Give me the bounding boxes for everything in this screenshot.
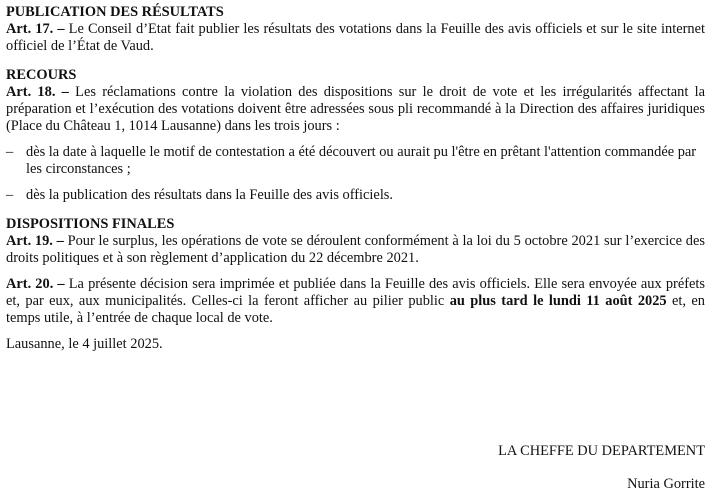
article-18-label: Art. 18. – [6, 84, 69, 100]
bullet-dash: – [6, 144, 14, 160]
article-19-text: Pour le surplus, les opérations de vote se déroulent conformément à la loi du 5 octobre 2021 sur l’exercice des droits politiques et à son règlement d’application du 22 décembre 2021. [6, 233, 705, 266]
heading-publication: PUBLICATION DES RÉSULTATS [6, 4, 224, 20]
article-20-deadline: au plus tard le lundi 11 août 2025 [449, 293, 667, 309]
bullet-text: dès la publication des résultats dans la Feuille des avis officiels. [26, 187, 394, 203]
heading-recours: RECOURS [6, 67, 77, 83]
article-17-text: Le Conseil d’Etat fait publier les résultats des votations dans la Feuille des avis officiels et sur le site internet officiel de l’État de Vaud. [6, 21, 705, 54]
place-date: Lausanne, le 4 juillet 2025. [6, 336, 163, 352]
signature-name: Nuria Gorrite [627, 476, 705, 492]
article-18-text: Les réclamations contre la violation des dispositions sur le droit de vote et les irrégularités affectant la préparation et l’exécution des votations doivent être adressées sous pli recommandé à la Direction des affaires juridiques (Place du Château 1, 1014 Lausanne) dans les trois jours : [6, 84, 705, 134]
article-20-text: La présente décision sera imprimée et publiée dans la Feuille des avis officiels. Elle sera envoyée aux préfets et, par eux, aux municipalités. Celles-ci la feront afficher au pilier public [6, 276, 705, 309]
article-17 [6, 21, 705, 55]
article-18 [6, 84, 705, 135]
bullet-dash: – [6, 187, 14, 203]
list-item [6, 144, 705, 178]
article-19 [6, 233, 705, 267]
list-item [6, 187, 705, 204]
bullet-text: dès la date à laquelle le motif de contestation a été découvert ou aurait pu l'être en prêtant l'attention commandée par les circonstances ; [26, 144, 697, 177]
article-20-label: Art. 20. – [6, 276, 65, 292]
article-19-label: Art. 19. – [6, 233, 64, 249]
heading-dispositions-finales: DISPOSITIONS FINALES [6, 216, 175, 232]
article-20-text-end: et, en temps utile, à l’entrée de chaque local de vote. [6, 293, 705, 326]
signature-title: LA CHEFFE DU DEPARTEMENT [498, 443, 705, 459]
article-20 [6, 276, 705, 327]
article-17-label: Art. 17. – [6, 21, 65, 37]
